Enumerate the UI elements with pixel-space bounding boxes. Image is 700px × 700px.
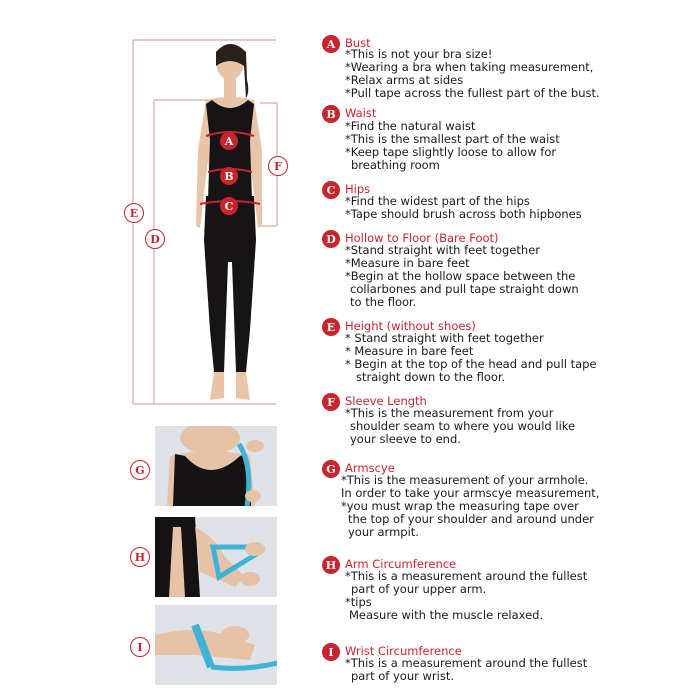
section-e-line: * Measure in bare feet bbox=[345, 344, 474, 358]
section-e-badge: E bbox=[322, 318, 340, 336]
section-d-title: Hollow to Floor (Bare Foot) bbox=[345, 231, 499, 245]
section-b-line: *This is the smallest part of the waist bbox=[345, 132, 560, 146]
arm-circumference-photo bbox=[155, 517, 277, 597]
figure-badge-b: B bbox=[220, 167, 238, 185]
section-h-line: *This is a measurement around the fullest bbox=[345, 569, 588, 583]
section-e-line: straight down to the floor. bbox=[356, 370, 506, 384]
section-c-line: *Tape should brush across both hipbones bbox=[345, 207, 582, 221]
section-i-line: part of your wrist. bbox=[351, 669, 454, 683]
section-b-line: breathing room bbox=[351, 158, 440, 172]
photo-badge-h: H bbox=[130, 547, 150, 567]
section-g-line: *you must wrap the measuring tape over bbox=[341, 499, 579, 513]
figure-badge-e: E bbox=[124, 203, 144, 223]
section-h-badge: H bbox=[322, 556, 340, 574]
section-g-line: In order to take your armscye measurement, bbox=[341, 486, 600, 500]
section-i-title: Wrist Circumference bbox=[345, 644, 462, 658]
figure-badge-c: C bbox=[220, 197, 238, 215]
figure-badge-a: A bbox=[220, 132, 238, 150]
section-g-badge: G bbox=[322, 460, 340, 478]
section-d-line: *Stand straight with feet together bbox=[345, 243, 541, 257]
section-b-badge: B bbox=[322, 105, 340, 123]
section-c-title: Hips bbox=[345, 182, 371, 196]
section-g-line: your armpit. bbox=[348, 525, 419, 539]
figure-badge-d: D bbox=[145, 229, 165, 249]
section-g-title: Armscye bbox=[345, 461, 395, 475]
section-a-badge: A bbox=[322, 35, 340, 53]
section-c-badge: C bbox=[322, 181, 340, 199]
section-b-line: *Find the natural waist bbox=[345, 119, 476, 133]
section-d-badge: D bbox=[322, 230, 340, 248]
section-b-title: Waist bbox=[345, 106, 377, 120]
section-d-line: collarbones and pull tape straight down bbox=[350, 282, 579, 296]
section-b-line: *Keep tape slightly loose to allow for bbox=[345, 145, 557, 159]
section-a-line: *Pull tape across the fullest part of the bust. bbox=[345, 86, 600, 100]
section-h-line: part of your upper arm. bbox=[351, 582, 487, 596]
section-i-line: *This is a measurement around the fullest bbox=[345, 656, 588, 670]
section-c-line: *Find the widest part of the hips bbox=[345, 194, 530, 208]
model-silhouette bbox=[196, 44, 262, 400]
section-f-line: shoulder seam to where you would like bbox=[350, 419, 576, 433]
section-e-line: * Begin at the top of the head and pull tape bbox=[345, 357, 597, 371]
section-f-line: *This is the measurement from your bbox=[345, 406, 554, 420]
wrist-circumference-photo bbox=[155, 605, 277, 685]
section-f-line: your sleeve to end. bbox=[350, 432, 461, 446]
section-h-line: *tips bbox=[345, 595, 372, 609]
section-e-line: * Stand straight with feet together bbox=[345, 331, 544, 345]
photo-badge-i: I bbox=[130, 637, 150, 657]
section-f-badge: F bbox=[322, 393, 340, 411]
section-h-title: Arm Circumference bbox=[345, 557, 457, 571]
section-f-title: Sleeve Length bbox=[345, 394, 427, 408]
section-d-line: to the floor. bbox=[350, 295, 417, 309]
section-g-line: *This is the measurement of your armhole. bbox=[341, 473, 589, 487]
section-a-line: *This is not your bra size! bbox=[345, 47, 493, 61]
figure-badge-f: F bbox=[268, 156, 288, 176]
section-i-badge: I bbox=[322, 643, 340, 661]
section-h-line: Measure with the muscle relaxed. bbox=[349, 608, 544, 622]
section-e-title: Height (without shoes) bbox=[345, 319, 476, 333]
photo-badge-g: G bbox=[130, 460, 150, 480]
section-a-line: *Wearing a bra when taking measurement, bbox=[345, 60, 594, 74]
section-g-line: the top of your shoulder and around under bbox=[348, 512, 594, 526]
section-a-line: *Relax arms at sides bbox=[345, 73, 464, 87]
section-a-title: Bust bbox=[345, 36, 371, 50]
section-d-line: *Begin at the hollow space between the bbox=[345, 269, 576, 283]
armscye-photo bbox=[155, 426, 277, 506]
section-d-line: *Measure in bare feet bbox=[345, 256, 470, 270]
